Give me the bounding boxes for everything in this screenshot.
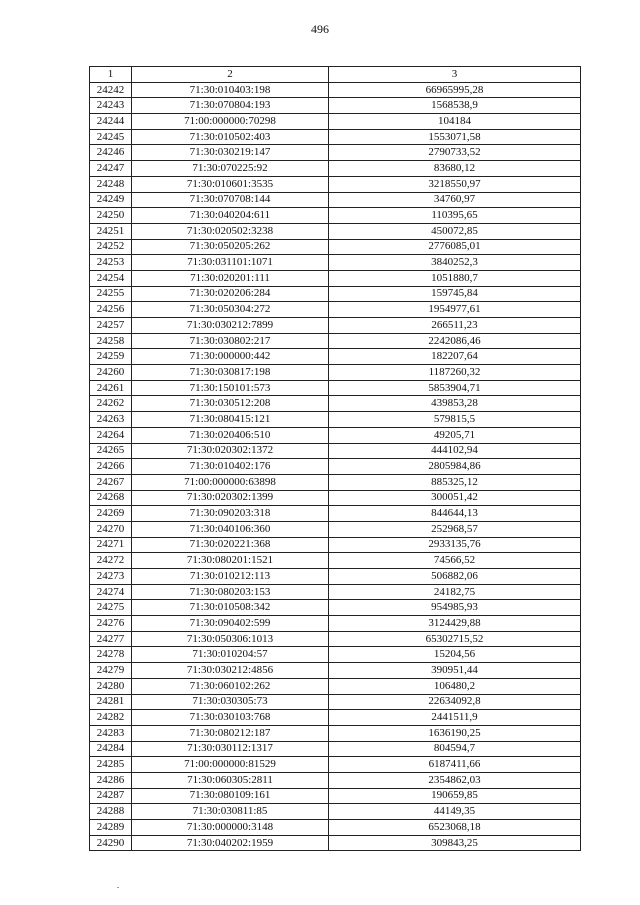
- table-row: [90, 506, 581, 522]
- value-cell: 22634092,8: [329, 694, 581, 710]
- row-number-cell: 24250: [90, 208, 132, 224]
- cadastral-number-cell: 71:30:020206:284: [132, 286, 329, 302]
- row-number-cell: 24249: [90, 192, 132, 208]
- row-number-cell: 24253: [90, 255, 132, 271]
- table-row: [90, 820, 581, 836]
- table-row: [90, 208, 581, 224]
- value-cell: 506882,06: [329, 569, 581, 585]
- cadastral-number-cell: 71:30:030811:85: [132, 804, 329, 820]
- table-row: [90, 553, 581, 569]
- cadastral-number-cell: 71:30:010403:198: [132, 82, 329, 98]
- row-number-cell: 24267: [90, 474, 132, 490]
- value-cell: 1187260,32: [329, 365, 581, 381]
- cadastral-number-cell: 71:30:150101:573: [132, 380, 329, 396]
- cadastral-number-cell: 71:30:080212:187: [132, 725, 329, 741]
- cadastral-number-cell: 71:30:000000:3148: [132, 820, 329, 836]
- cadastral-number-cell: 71:00:000000:70298: [132, 114, 329, 130]
- table-row: [90, 474, 581, 490]
- value-cell: 954985,93: [329, 600, 581, 616]
- value-cell: 804594,7: [329, 741, 581, 757]
- value-cell: 885325,12: [329, 474, 581, 490]
- table-row: [90, 114, 581, 130]
- row-number-cell: 24276: [90, 616, 132, 632]
- cadastral-number-cell: 71:30:070708:144: [132, 192, 329, 208]
- table-row: [90, 741, 581, 757]
- row-number-cell: 24245: [90, 129, 132, 145]
- row-number-cell: 24275: [90, 600, 132, 616]
- table-row: [90, 757, 581, 773]
- cadastral-number-cell: 71:30:070225:92: [132, 161, 329, 177]
- table-body: [90, 82, 581, 851]
- table-row: [90, 129, 581, 145]
- value-cell: 2776085,01: [329, 239, 581, 255]
- cadastral-number-cell: 71:30:030817:198: [132, 365, 329, 381]
- table-row: [90, 145, 581, 161]
- value-cell: 444102,94: [329, 443, 581, 459]
- row-number-cell: 24256: [90, 302, 132, 318]
- table-row: [90, 223, 581, 239]
- table-row: [90, 427, 581, 443]
- column-header-1: 1: [90, 67, 132, 83]
- cadastral-number-cell: 71:30:090402:599: [132, 616, 329, 632]
- table-row: [90, 835, 581, 851]
- table-row: [90, 616, 581, 632]
- row-number-cell: 24271: [90, 537, 132, 553]
- table-row: [90, 333, 581, 349]
- page-number: 496: [311, 22, 329, 36]
- table-row: [90, 270, 581, 286]
- row-number-cell: 24261: [90, 380, 132, 396]
- row-number-cell: 24257: [90, 318, 132, 334]
- row-number-cell: 24263: [90, 412, 132, 428]
- table-row: [90, 521, 581, 537]
- value-cell: 1568538,9: [329, 98, 581, 114]
- value-cell: 3218550,97: [329, 176, 581, 192]
- value-cell: 450072,85: [329, 223, 581, 239]
- table-row: [90, 490, 581, 506]
- row-number-cell: 24243: [90, 98, 132, 114]
- table-row: [90, 396, 581, 412]
- row-number-cell: 24286: [90, 772, 132, 788]
- registry-table: [89, 66, 581, 851]
- row-number-cell: 24259: [90, 349, 132, 365]
- cadastral-number-cell: 71:30:080109:161: [132, 788, 329, 804]
- row-number-cell: 24288: [90, 804, 132, 820]
- value-cell: 252968,57: [329, 521, 581, 537]
- value-cell: 159745,84: [329, 286, 581, 302]
- value-cell: 6523068,18: [329, 820, 581, 836]
- table-row: [90, 600, 581, 616]
- cadastral-number-cell: 71:30:030512:208: [132, 396, 329, 412]
- value-cell: 300051,42: [329, 490, 581, 506]
- cadastral-number-cell: 71:30:030212:4856: [132, 663, 329, 679]
- table-row: [90, 318, 581, 334]
- table-row: [90, 459, 581, 475]
- row-number-cell: 24289: [90, 820, 132, 836]
- row-number-cell: 24254: [90, 270, 132, 286]
- cadastral-number-cell: 71:30:010212:113: [132, 569, 329, 585]
- table-row: [90, 678, 581, 694]
- cadastral-number-cell: 71:30:020302:1372: [132, 443, 329, 459]
- value-cell: 3124429,88: [329, 616, 581, 632]
- value-cell: 1553071,58: [329, 129, 581, 145]
- value-cell: 34760,97: [329, 192, 581, 208]
- table-row: [90, 98, 581, 114]
- value-cell: 2354862,03: [329, 772, 581, 788]
- value-cell: 65302715,52: [329, 631, 581, 647]
- value-cell: 2933135,76: [329, 537, 581, 553]
- row-number-cell: 24290: [90, 835, 132, 851]
- table-row: [90, 286, 581, 302]
- table-row: [90, 663, 581, 679]
- value-cell: 1636190,25: [329, 725, 581, 741]
- cadastral-number-cell: 71:30:030219:147: [132, 145, 329, 161]
- cadastral-number-cell: 71:30:060102:262: [132, 678, 329, 694]
- table-row: [90, 569, 581, 585]
- row-number-cell: 24280: [90, 678, 132, 694]
- row-number-cell: 24287: [90, 788, 132, 804]
- value-cell: 182207,64: [329, 349, 581, 365]
- row-number-cell: 24268: [90, 490, 132, 506]
- cadastral-number-cell: 71:30:010502:403: [132, 129, 329, 145]
- cadastral-number-cell: 71:30:050304:272: [132, 302, 329, 318]
- value-cell: 74566,52: [329, 553, 581, 569]
- row-number-cell: 24252: [90, 239, 132, 255]
- row-number-cell: 24277: [90, 631, 132, 647]
- value-cell: 1954977,61: [329, 302, 581, 318]
- value-cell: 844644,13: [329, 506, 581, 522]
- cadastral-number-cell: 71:00:000000:81529: [132, 757, 329, 773]
- value-cell: 2242086,46: [329, 333, 581, 349]
- row-number-cell: 24270: [90, 521, 132, 537]
- table-row: [90, 647, 581, 663]
- table-row: [90, 694, 581, 710]
- row-number-cell: 24246: [90, 145, 132, 161]
- value-cell: 390951,44: [329, 663, 581, 679]
- value-cell: 6187411,66: [329, 757, 581, 773]
- cadastral-number-cell: 71:30:010204:57: [132, 647, 329, 663]
- value-cell: 104184: [329, 114, 581, 130]
- row-number-cell: 24273: [90, 569, 132, 585]
- table-row: [90, 804, 581, 820]
- row-number-cell: 24258: [90, 333, 132, 349]
- row-number-cell: 24244: [90, 114, 132, 130]
- table-row: [90, 239, 581, 255]
- value-cell: 24182,75: [329, 584, 581, 600]
- column-header-2: 2: [132, 67, 329, 83]
- table-row: [90, 349, 581, 365]
- table-row: [90, 710, 581, 726]
- row-number-cell: 24264: [90, 427, 132, 443]
- header-row: [90, 67, 581, 83]
- cadastral-number-cell: 71:30:060305:2811: [132, 772, 329, 788]
- cadastral-number-cell: 71:30:010601:3535: [132, 176, 329, 192]
- table-row: [90, 631, 581, 647]
- row-number-cell: 24282: [90, 710, 132, 726]
- cadastral-number-cell: 71:00:000000:63898: [132, 474, 329, 490]
- row-number-cell: 24285: [90, 757, 132, 773]
- cadastral-number-cell: 71:30:050306:1013: [132, 631, 329, 647]
- cadastral-number-cell: 71:30:030802:217: [132, 333, 329, 349]
- cadastral-number-cell: 71:30:090203:318: [132, 506, 329, 522]
- row-number-cell: 24274: [90, 584, 132, 600]
- value-cell: 439853,28: [329, 396, 581, 412]
- table-row: [90, 161, 581, 177]
- table-row: [90, 380, 581, 396]
- row-number-cell: 24283: [90, 725, 132, 741]
- table-row: [90, 412, 581, 428]
- cadastral-number-cell: 71:30:020201:111: [132, 270, 329, 286]
- cadastral-number-cell: 71:30:010508:342: [132, 600, 329, 616]
- cadastral-number-cell: 71:30:020302:1399: [132, 490, 329, 506]
- table-row: [90, 82, 581, 98]
- value-cell: 44149,35: [329, 804, 581, 820]
- value-cell: 110395,65: [329, 208, 581, 224]
- cadastral-number-cell: 71:30:040202:1959: [132, 835, 329, 851]
- row-number-cell: 24260: [90, 365, 132, 381]
- cadastral-number-cell: 71:30:040106:360: [132, 521, 329, 537]
- cadastral-number-cell: 71:30:050205:262: [132, 239, 329, 255]
- row-number-cell: 24251: [90, 223, 132, 239]
- cadastral-number-cell: 71:30:020406:510: [132, 427, 329, 443]
- value-cell: 309843,25: [329, 835, 581, 851]
- value-cell: 3840252,3: [329, 255, 581, 271]
- table-row: [90, 788, 581, 804]
- table-row: [90, 537, 581, 553]
- cadastral-number-cell: 71:30:020502:3238: [132, 223, 329, 239]
- row-number-cell: 24255: [90, 286, 132, 302]
- value-cell: 83680,12: [329, 161, 581, 177]
- row-number-cell: 24248: [90, 176, 132, 192]
- row-number-cell: 24281: [90, 694, 132, 710]
- table-row: [90, 365, 581, 381]
- table-row: [90, 443, 581, 459]
- cadastral-number-cell: 71:30:020221:368: [132, 537, 329, 553]
- cadastral-number-cell: 71:30:080415:121: [132, 412, 329, 428]
- value-cell: 2790733,52: [329, 145, 581, 161]
- cadastral-number-cell: 71:30:030112:1317: [132, 741, 329, 757]
- row-number-cell: 24266: [90, 459, 132, 475]
- row-number-cell: 24247: [90, 161, 132, 177]
- table-row: [90, 255, 581, 271]
- cadastral-number-cell: 71:30:030305:73: [132, 694, 329, 710]
- row-number-cell: 24242: [90, 82, 132, 98]
- table-row: [90, 302, 581, 318]
- value-cell: 15204,56: [329, 647, 581, 663]
- row-number-cell: 24265: [90, 443, 132, 459]
- cadastral-number-cell: 71:30:031101:1071: [132, 255, 329, 271]
- table-row: [90, 176, 581, 192]
- value-cell: 49205,71: [329, 427, 581, 443]
- value-cell: 2805984,86: [329, 459, 581, 475]
- table-row: [90, 192, 581, 208]
- table-header: [90, 67, 581, 83]
- value-cell: 266511,23: [329, 318, 581, 334]
- value-cell: 5853904,71: [329, 380, 581, 396]
- registry-table-container: [89, 66, 581, 851]
- cadastral-number-cell: 71:30:040204:611: [132, 208, 329, 224]
- cadastral-number-cell: 71:30:030103:768: [132, 710, 329, 726]
- scan-artifact: [117, 887, 119, 888]
- value-cell: 190659,85: [329, 788, 581, 804]
- value-cell: 579815,5: [329, 412, 581, 428]
- value-cell: 2441511,9: [329, 710, 581, 726]
- cadastral-number-cell: 71:30:070804:193: [132, 98, 329, 114]
- cadastral-number-cell: 71:30:080201:1521: [132, 553, 329, 569]
- row-number-cell: 24278: [90, 647, 132, 663]
- cadastral-number-cell: 71:30:080203:153: [132, 584, 329, 600]
- row-number-cell: 24269: [90, 506, 132, 522]
- cadastral-number-cell: 71:30:000000:442: [132, 349, 329, 365]
- row-number-cell: 24279: [90, 663, 132, 679]
- row-number-cell: 24284: [90, 741, 132, 757]
- row-number-cell: 24272: [90, 553, 132, 569]
- value-cell: 66965995,28: [329, 82, 581, 98]
- cadastral-number-cell: 71:30:010402:176: [132, 459, 329, 475]
- table-row: [90, 772, 581, 788]
- column-header-3: 3: [329, 67, 581, 83]
- value-cell: 1051880,7: [329, 270, 581, 286]
- value-cell: 106480,2: [329, 678, 581, 694]
- row-number-cell: 24262: [90, 396, 132, 412]
- cadastral-number-cell: 71:30:030212:7899: [132, 318, 329, 334]
- table-row: [90, 725, 581, 741]
- table-row: [90, 584, 581, 600]
